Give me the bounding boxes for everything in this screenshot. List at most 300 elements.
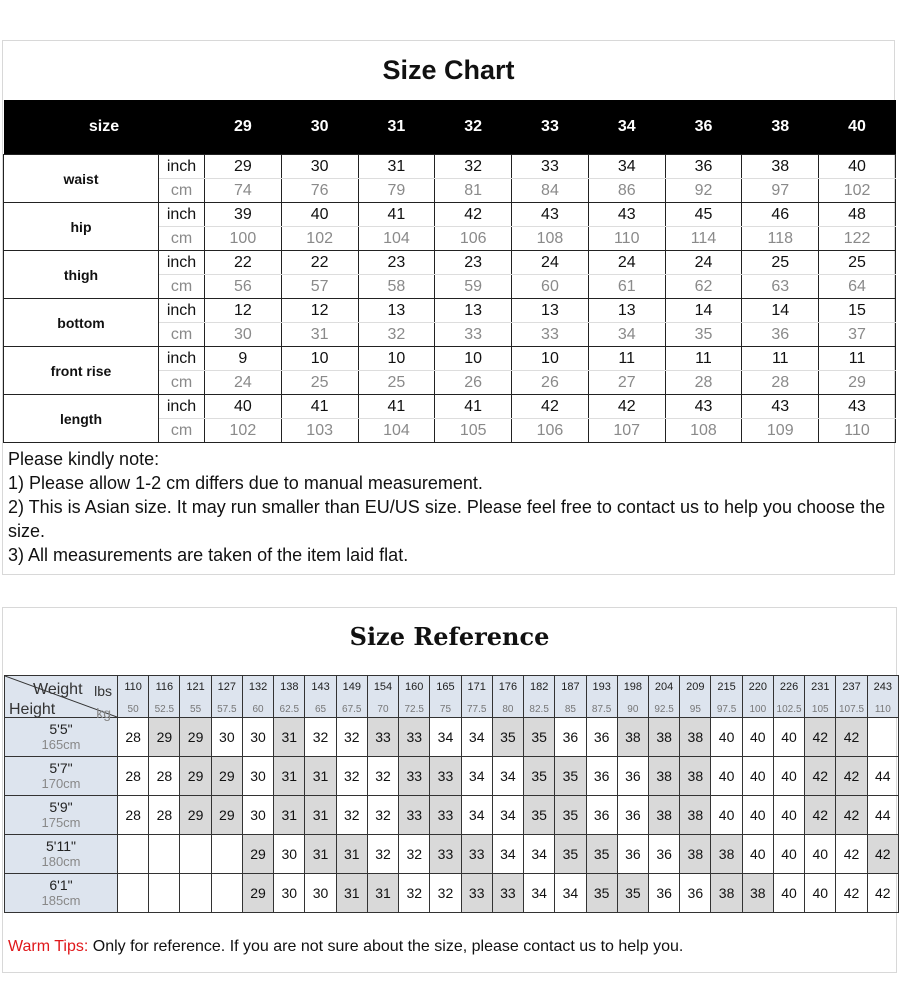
size-reference-value: 36 (648, 835, 679, 874)
measurement-name: length (4, 395, 159, 443)
size-reference-value: 42 (836, 718, 867, 757)
size-reference-value: 38 (680, 718, 711, 757)
measurement-value: 15 (819, 299, 896, 323)
size-reference-value: 33 (430, 835, 461, 874)
size-reference-body (5, 718, 899, 913)
unit-label: inch (159, 155, 205, 179)
size-reference-value: 42 (836, 874, 867, 913)
measurement-value: 110 (588, 227, 665, 251)
measurement-value: 108 (512, 227, 589, 251)
weight-header-cell (118, 676, 149, 718)
size-reference-value: 33 (492, 874, 523, 913)
measurement-value: 13 (358, 299, 435, 323)
measurement-value: 12 (205, 299, 282, 323)
size-reference-value: 31 (305, 796, 336, 835)
size-reference-value: 29 (211, 796, 242, 835)
weight-header-cell (711, 676, 742, 718)
size-reference-value: 40 (773, 835, 804, 874)
size-reference-value: 29 (242, 874, 273, 913)
measurement-value: 48 (819, 203, 896, 227)
size-reference-value: 32 (367, 757, 398, 796)
weight-header-row (5, 676, 899, 718)
measurement-value: 31 (281, 323, 358, 347)
weight-header-cell (617, 676, 648, 718)
size-reference-value: 30 (274, 874, 305, 913)
note-item: 1) Please allow 1-2 cm differs due to manual measurement. (8, 473, 483, 493)
weight-kg: 75 (439, 704, 452, 715)
size-reference-value: 40 (711, 718, 742, 757)
size-reference-value: 38 (648, 796, 679, 835)
height-cm: 180cm (41, 854, 81, 869)
measurement-value: 79 (358, 179, 435, 203)
weight-lbs: 171 (467, 681, 486, 693)
size-reference-value: 34 (461, 718, 492, 757)
size-reference-value: 36 (586, 796, 617, 835)
weight-lbs: 127 (217, 681, 236, 693)
size-reference-value: 35 (586, 874, 617, 913)
height-row (5, 796, 899, 835)
size-reference-value (149, 874, 180, 913)
weight-kg: 67.5 (342, 704, 362, 715)
size-reference-value: 30 (274, 835, 305, 874)
weight-kg: 77.5 (466, 704, 487, 715)
measurement-row-inch (4, 203, 896, 227)
measurement-value: 28 (742, 371, 819, 395)
measurement-value: 40 (205, 395, 282, 419)
weight-header-cell (399, 676, 430, 718)
measurement-value: 10 (281, 347, 358, 371)
unit-label: cm (159, 227, 205, 251)
size-reference-value: 30 (242, 718, 273, 757)
size-header-cell: 40 (819, 100, 896, 155)
weight-lbs: 187 (561, 681, 580, 693)
measurement-value: 108 (665, 419, 742, 443)
warm-tips (8, 938, 683, 956)
size-reference-value: 44 (867, 757, 898, 796)
weight-lbs: 154 (373, 681, 393, 693)
measurement-name: bottom (4, 299, 159, 347)
measurement-value: 61 (588, 275, 665, 299)
weight-kg: 55 (190, 704, 202, 715)
warm-tips-label: Warm Tips: (8, 938, 89, 955)
measurement-value: 34 (588, 323, 665, 347)
size-reference-value: 40 (742, 718, 773, 757)
measurement-value: 25 (281, 371, 358, 395)
size-reference-title: Size Reference (349, 622, 550, 651)
measurement-value: 43 (665, 395, 742, 419)
size-reference-value: 38 (680, 757, 711, 796)
measurement-row-inch (4, 299, 896, 323)
weight-header-cell (430, 676, 461, 718)
measurement-value: 24 (205, 371, 282, 395)
weight-kg: 95 (689, 704, 701, 715)
corner-kg-label: kg (96, 705, 111, 721)
measurement-value: 97 (742, 179, 819, 203)
measurement-value: 30 (281, 155, 358, 179)
size-reference-value: 42 (805, 718, 836, 757)
measurement-value: 43 (512, 203, 589, 227)
weight-header-cell (492, 676, 523, 718)
size-reference-value: 34 (492, 835, 523, 874)
size-reference-panel (2, 607, 897, 973)
size-reference-value: 33 (430, 757, 461, 796)
weight-header-cell (305, 676, 336, 718)
weight-header-cell (867, 676, 898, 718)
measurement-value: 22 (281, 251, 358, 275)
size-reference-value: 32 (430, 874, 461, 913)
height-cell (5, 757, 118, 796)
measurement-value: 35 (665, 323, 742, 347)
measurement-value: 43 (819, 395, 896, 419)
weight-kg: 62.5 (279, 704, 300, 715)
size-reference-value: 40 (773, 718, 804, 757)
size-header-cell: 38 (742, 100, 819, 155)
size-reference-value: 42 (805, 757, 836, 796)
weight-lbs: 116 (155, 681, 174, 693)
unit-label: inch (159, 299, 205, 323)
measurement-value: 24 (512, 251, 589, 275)
measurement-value: 31 (358, 155, 435, 179)
weight-lbs: 243 (873, 681, 892, 693)
weight-kg: 92.5 (654, 704, 674, 715)
size-reference-value: 36 (586, 718, 617, 757)
weight-header-cell (773, 676, 804, 718)
measurement-value: 30 (205, 323, 282, 347)
measurement-value: 11 (588, 347, 665, 371)
size-reference-value: 40 (742, 835, 773, 874)
weight-header-cell (805, 676, 836, 718)
size-reference-value: 31 (274, 796, 305, 835)
measurement-value: 14 (742, 299, 819, 323)
size-reference-value (149, 835, 180, 874)
size-reference-value: 38 (711, 874, 742, 913)
measurement-value: 10 (358, 347, 435, 371)
measurement-value: 109 (742, 419, 819, 443)
size-reference-value (211, 835, 242, 874)
weight-kg: 70 (377, 704, 389, 715)
weight-kg: 72.5 (404, 704, 424, 715)
weight-lbs: 121 (186, 681, 205, 693)
size-reference-value: 29 (149, 718, 180, 757)
weight-lbs: 220 (748, 681, 767, 693)
weight-lbs: 237 (842, 681, 861, 693)
measurement-value: 60 (512, 275, 589, 299)
measurement-value: 10 (512, 347, 589, 371)
measurement-value: 10 (435, 347, 512, 371)
size-reference-value: 28 (149, 757, 180, 796)
size-reference-value: 32 (367, 835, 398, 874)
measurement-value: 41 (358, 203, 435, 227)
size-reference-value: 36 (648, 874, 679, 913)
size-reference-value: 31 (336, 874, 367, 913)
measurement-value: 33 (435, 323, 512, 347)
weight-lbs: 226 (779, 681, 799, 693)
size-reference-value: 36 (680, 874, 711, 913)
weight-kg: 50 (127, 704, 139, 715)
height-cm: 175cm (41, 815, 81, 830)
weight-lbs: 165 (436, 681, 455, 693)
measurement-value: 26 (435, 371, 512, 395)
weight-header-cell (555, 676, 586, 718)
measurement-value: 41 (358, 395, 435, 419)
size-header-row (4, 100, 896, 155)
size-reference-value: 33 (399, 757, 430, 796)
weight-header-cell (274, 676, 305, 718)
unit-label: cm (159, 419, 205, 443)
weight-header-cell (242, 676, 273, 718)
measurement-value: 14 (665, 299, 742, 323)
size-header-cell: 33 (512, 100, 589, 155)
size-reference-value: 33 (461, 874, 492, 913)
size-chart-body (4, 155, 896, 443)
size-reference-value: 32 (336, 757, 367, 796)
measurement-value: 107 (588, 419, 665, 443)
measurement-value: 40 (819, 155, 896, 179)
measurement-value: 36 (742, 323, 819, 347)
measurement-value: 42 (512, 395, 589, 419)
height-row (5, 874, 899, 913)
measurement-value: 32 (435, 155, 512, 179)
corner-lbs-label: lbs (94, 683, 112, 699)
size-reference-value: 35 (555, 796, 586, 835)
size-reference-value: 32 (399, 874, 430, 913)
size-reference-value: 40 (773, 874, 804, 913)
measurement-name: front rise (4, 347, 159, 395)
measurement-value: 13 (435, 299, 512, 323)
weight-header-cell (586, 676, 617, 718)
weight-header-cell (648, 676, 679, 718)
measurement-value: 23 (435, 251, 512, 275)
size-reference-value: 35 (524, 718, 555, 757)
measurement-value: 76 (281, 179, 358, 203)
measurement-value: 27 (588, 371, 665, 395)
measurement-value: 84 (512, 179, 589, 203)
size-reference-value: 35 (524, 796, 555, 835)
size-notes (8, 447, 888, 567)
unit-label: cm (159, 179, 205, 203)
size-reference-value: 28 (118, 718, 149, 757)
measurement-value: 11 (665, 347, 742, 371)
height-cell (5, 718, 118, 757)
size-reference-table (4, 675, 899, 913)
measurement-value: 22 (205, 251, 282, 275)
size-reference-value: 38 (711, 835, 742, 874)
measurement-value: 11 (819, 347, 896, 371)
size-reference-value: 32 (305, 718, 336, 757)
size-reference-value: 38 (648, 718, 679, 757)
size-reference-value: 40 (742, 757, 773, 796)
size-reference-value: 30 (211, 718, 242, 757)
weight-kg: 105 (811, 704, 829, 715)
weight-height-corner (5, 676, 118, 721)
measurement-value: 40 (281, 203, 358, 227)
measurement-value: 24 (665, 251, 742, 275)
size-reference-value: 34 (461, 757, 492, 796)
measurement-value: 104 (358, 227, 435, 251)
measurement-value: 23 (358, 251, 435, 275)
weight-kg: 52.5 (154, 704, 175, 715)
measurement-value: 102 (281, 227, 358, 251)
size-reference-value: 42 (805, 796, 836, 835)
weight-header-cell (336, 676, 367, 718)
measurement-value: 38 (742, 155, 819, 179)
measurement-value: 25 (358, 371, 435, 395)
measurement-value: 81 (435, 179, 512, 203)
size-reference-value: 38 (680, 796, 711, 835)
weight-header-cell (149, 676, 180, 718)
measurement-row-inch (4, 251, 896, 275)
size-reference-value: 42 (867, 835, 898, 874)
measurement-row-inch (4, 155, 896, 179)
weight-kg: 57.5 (217, 704, 237, 715)
weight-header-cell (461, 676, 492, 718)
measurement-value: 92 (665, 179, 742, 203)
measurement-value: 86 (588, 179, 665, 203)
measurement-value: 36 (665, 155, 742, 179)
size-reference-value: 31 (367, 874, 398, 913)
measurement-value: 43 (588, 203, 665, 227)
unit-label: inch (159, 395, 205, 419)
weight-header-cell (836, 676, 867, 718)
measurement-value: 41 (435, 395, 512, 419)
measurement-value: 59 (435, 275, 512, 299)
size-reference-value: 33 (461, 835, 492, 874)
measurement-value: 110 (819, 419, 896, 443)
measurement-value: 106 (435, 227, 512, 251)
unit-label: cm (159, 323, 205, 347)
measurement-value: 43 (742, 395, 819, 419)
measurement-value: 33 (512, 155, 589, 179)
size-reference-value: 36 (617, 835, 648, 874)
height-feet: 5'7" (49, 760, 73, 776)
size-reference-value (211, 874, 242, 913)
measurement-value: 29 (205, 155, 282, 179)
size-header-cell: 34 (588, 100, 665, 155)
size-reference-value: 36 (586, 757, 617, 796)
measurement-name: hip (4, 203, 159, 251)
size-reference-value: 35 (586, 835, 617, 874)
size-reference-value (180, 874, 211, 913)
size-reference-value: 31 (274, 718, 305, 757)
measurement-value: 57 (281, 275, 358, 299)
weight-kg: 90 (627, 704, 639, 715)
size-reference-value: 32 (336, 718, 367, 757)
measurement-row-inch (4, 395, 896, 419)
size-header-label: size (4, 100, 205, 155)
measurement-value: 64 (819, 275, 896, 299)
size-reference-value: 34 (524, 835, 555, 874)
measurement-value: 29 (819, 371, 896, 395)
size-reference-value: 34 (492, 796, 523, 835)
size-reference-value: 33 (399, 718, 430, 757)
unit-label: inch (159, 203, 205, 227)
size-reference-value: 30 (305, 874, 336, 913)
measurement-value: 56 (205, 275, 282, 299)
measurement-value: 100 (205, 227, 282, 251)
size-reference-value: 31 (305, 835, 336, 874)
size-reference-value (180, 835, 211, 874)
size-reference-value: 29 (180, 796, 211, 835)
size-reference-value: 32 (399, 835, 430, 874)
size-reference-value: 40 (805, 835, 836, 874)
note-item: 3) All measurements are taken of the item laid flat. (8, 545, 409, 565)
size-reference-value: 29 (180, 718, 211, 757)
size-reference-value: 36 (617, 796, 648, 835)
size-reference-value: 38 (680, 835, 711, 874)
size-header-cell: 32 (435, 100, 512, 155)
weight-kg: 65 (314, 704, 327, 715)
weight-kg: 110 (874, 704, 891, 715)
height-feet: 5'9" (49, 799, 73, 815)
size-reference-value: 34 (555, 874, 586, 913)
size-reference-value: 31 (305, 757, 336, 796)
measurement-value: 37 (819, 323, 896, 347)
weight-kg: 97.5 (716, 704, 737, 715)
measurement-value: 122 (819, 227, 896, 251)
weight-lbs: 138 (280, 681, 299, 693)
size-reference-value: 40 (773, 757, 804, 796)
measurement-value: 34 (588, 155, 665, 179)
unit-label: cm (159, 371, 205, 395)
measurement-value: 33 (512, 323, 589, 347)
notes-heading: Please kindly note: (8, 449, 160, 469)
measurement-value: 13 (588, 299, 665, 323)
weight-lbs: 198 (623, 681, 643, 693)
warm-tips-text: Only for reference. If you are not sure about the size, please contact us to help you. (88, 938, 684, 955)
measurement-value: 26 (512, 371, 589, 395)
weight-header-cell (524, 676, 555, 718)
measurement-value: 25 (742, 251, 819, 275)
measurement-value: 103 (281, 419, 358, 443)
height-feet: 5'11" (46, 838, 76, 854)
measurement-value: 12 (281, 299, 358, 323)
weight-lbs: 231 (811, 681, 830, 693)
measurement-value: 118 (742, 227, 819, 251)
weight-lbs: 182 (529, 681, 549, 693)
size-header-cell: 29 (205, 100, 282, 155)
weight-lbs: 143 (311, 681, 330, 693)
size-reference-value: 36 (617, 757, 648, 796)
size-reference-value: 40 (742, 796, 773, 835)
corner-height-label: Height (9, 701, 56, 718)
weight-header-cell (680, 676, 711, 718)
size-header-cell: 31 (358, 100, 435, 155)
size-reference-value: 42 (836, 835, 867, 874)
weight-kg: 107.5 (838, 704, 865, 715)
measurement-value: 9 (205, 347, 282, 371)
size-reference-value: 32 (367, 796, 398, 835)
size-reference-value: 28 (149, 796, 180, 835)
unit-label: inch (159, 251, 205, 275)
measurement-value: 104 (358, 419, 435, 443)
weight-lbs: 204 (654, 681, 674, 693)
size-reference-value: 40 (805, 874, 836, 913)
size-reference-value (118, 835, 149, 874)
size-reference-value: 29 (180, 757, 211, 796)
size-reference-value: 40 (773, 796, 804, 835)
size-chart-panel (2, 40, 895, 575)
weight-lbs: 132 (248, 681, 268, 693)
measurement-value: 114 (665, 227, 742, 251)
size-reference-value: 31 (336, 835, 367, 874)
size-reference-value: 28 (118, 796, 149, 835)
size-reference-value: 38 (617, 718, 648, 757)
size-reference-value: 29 (242, 835, 273, 874)
height-feet: 6'1" (49, 877, 73, 893)
size-header-cell: 36 (665, 100, 742, 155)
size-reference-value: 30 (242, 757, 273, 796)
height-row (5, 718, 899, 757)
